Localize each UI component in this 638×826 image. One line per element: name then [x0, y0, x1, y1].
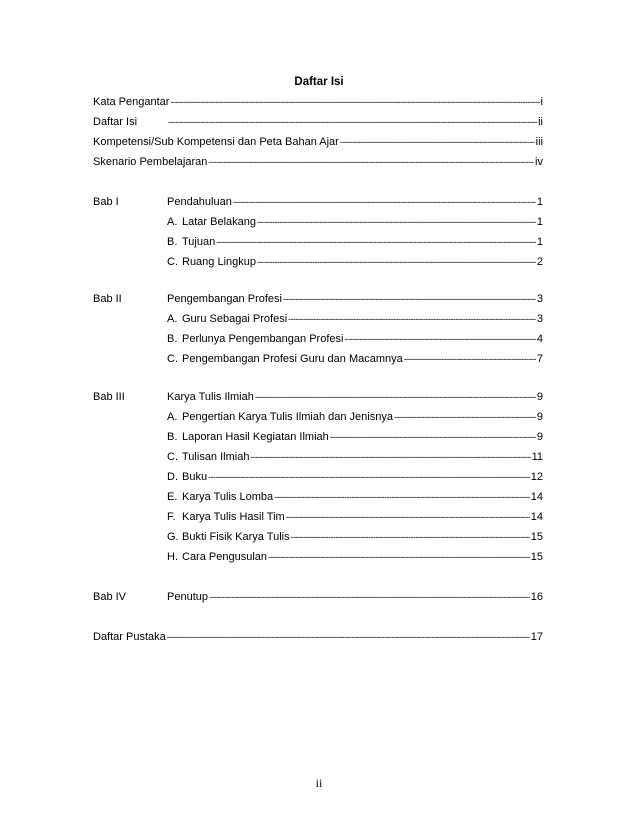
- dot-leader: [394, 410, 536, 424]
- dot-leader: [288, 312, 536, 326]
- dot-leader: [257, 255, 536, 269]
- dot-leader: [255, 390, 536, 404]
- toc-subentry[interactable]: D. Buku ----- 12: [167, 470, 543, 484]
- dot-leader: [404, 352, 536, 366]
- toc-subentry[interactable]: B. Laporan Hasil Kegiatan Ilmiah ----- 9: [167, 430, 543, 444]
- chapter-number: Bab I: [93, 196, 119, 208]
- page-title: Daftar Isi: [294, 76, 344, 88]
- toc-entry-kata-pengantar[interactable]: Kata Pengantar ----- i: [93, 95, 543, 109]
- toc-subentry[interactable]: C. Ruang Lingkup ----- 2: [167, 255, 543, 269]
- dot-leader: [340, 135, 535, 149]
- dot-leader: [168, 115, 537, 129]
- toc-subentry[interactable]: A. Guru Sebagai Profesi ----- 3: [167, 312, 543, 326]
- toc-subentry[interactable]: C. Pengembangan Profesi Guru dan Macamnya ----- 7: [167, 352, 543, 366]
- dot-leader: [209, 590, 530, 604]
- toc-entry-daftar-isi[interactable]: Daftar Isi ----- ii: [93, 115, 543, 129]
- toc-entry-skenario[interactable]: Skenario Pembelajaran ----- iv: [93, 155, 543, 169]
- dot-leader: [167, 630, 530, 644]
- toc-chapter-entry[interactable]: Pengembangan Profesi ----- 3: [167, 292, 543, 306]
- dot-leader: [286, 510, 530, 524]
- dot-leader: [283, 292, 536, 306]
- dot-leader: [257, 215, 536, 229]
- toc-subentry[interactable]: H. Cara Pengusulan ----- 15: [167, 550, 543, 564]
- toc-chapter-entry[interactable]: Karya Tulis Ilmiah ----- 9: [167, 390, 543, 404]
- chapter-number: Bab II: [93, 293, 122, 305]
- toc-chapter-entry[interactable]: Pendahuluan ----- 1: [167, 195, 543, 209]
- chapter-number: Bab III: [93, 391, 125, 403]
- toc-subentry[interactable]: B. Tujuan ----- 1: [167, 235, 543, 249]
- toc-entry-daftar-pustaka[interactable]: Daftar Pustaka ----- 17: [93, 630, 543, 644]
- dot-leader: [208, 470, 530, 484]
- dot-leader: [330, 430, 536, 444]
- dot-leader: [233, 195, 536, 209]
- dot-leader: [291, 530, 530, 544]
- dot-leader: [170, 95, 539, 109]
- dot-leader: [274, 490, 530, 504]
- toc-chapter-entry[interactable]: Penutup ----- 16: [167, 590, 543, 604]
- toc-subentry[interactable]: G. Bukti Fisik Karya Tulis ----- 15: [167, 530, 543, 544]
- toc-subentry[interactable]: E. Karya Tulis Lomba ----- 14: [167, 490, 543, 504]
- toc-subentry[interactable]: A. Pengertian Karya Tulis Ilmiah dan Jenisnya ----- 9: [167, 410, 543, 424]
- dot-leader: [344, 332, 535, 346]
- toc-subentry[interactable]: B. Perlunya Pengembangan Profesi ----- 4: [167, 332, 543, 346]
- dot-leader: [216, 235, 536, 249]
- toc-subentry[interactable]: C. Tulisan Ilmiah ----- 11: [167, 450, 543, 464]
- dot-leader: [250, 450, 530, 464]
- dot-leader: [268, 550, 530, 564]
- dot-leader: [208, 155, 534, 169]
- page-number: ii: [315, 776, 323, 790]
- toc-entry-kompetensi[interactable]: Kompetensi/Sub Kompetensi dan Peta Bahan Ajar ----- iii: [93, 135, 543, 149]
- chapter-number: Bab IV: [93, 591, 127, 603]
- toc-subentry[interactable]: F. Karya Tulis Hasil Tim ----- 14: [167, 510, 543, 524]
- toc-subentry[interactable]: A. Latar Belakang ----- 1: [167, 215, 543, 229]
